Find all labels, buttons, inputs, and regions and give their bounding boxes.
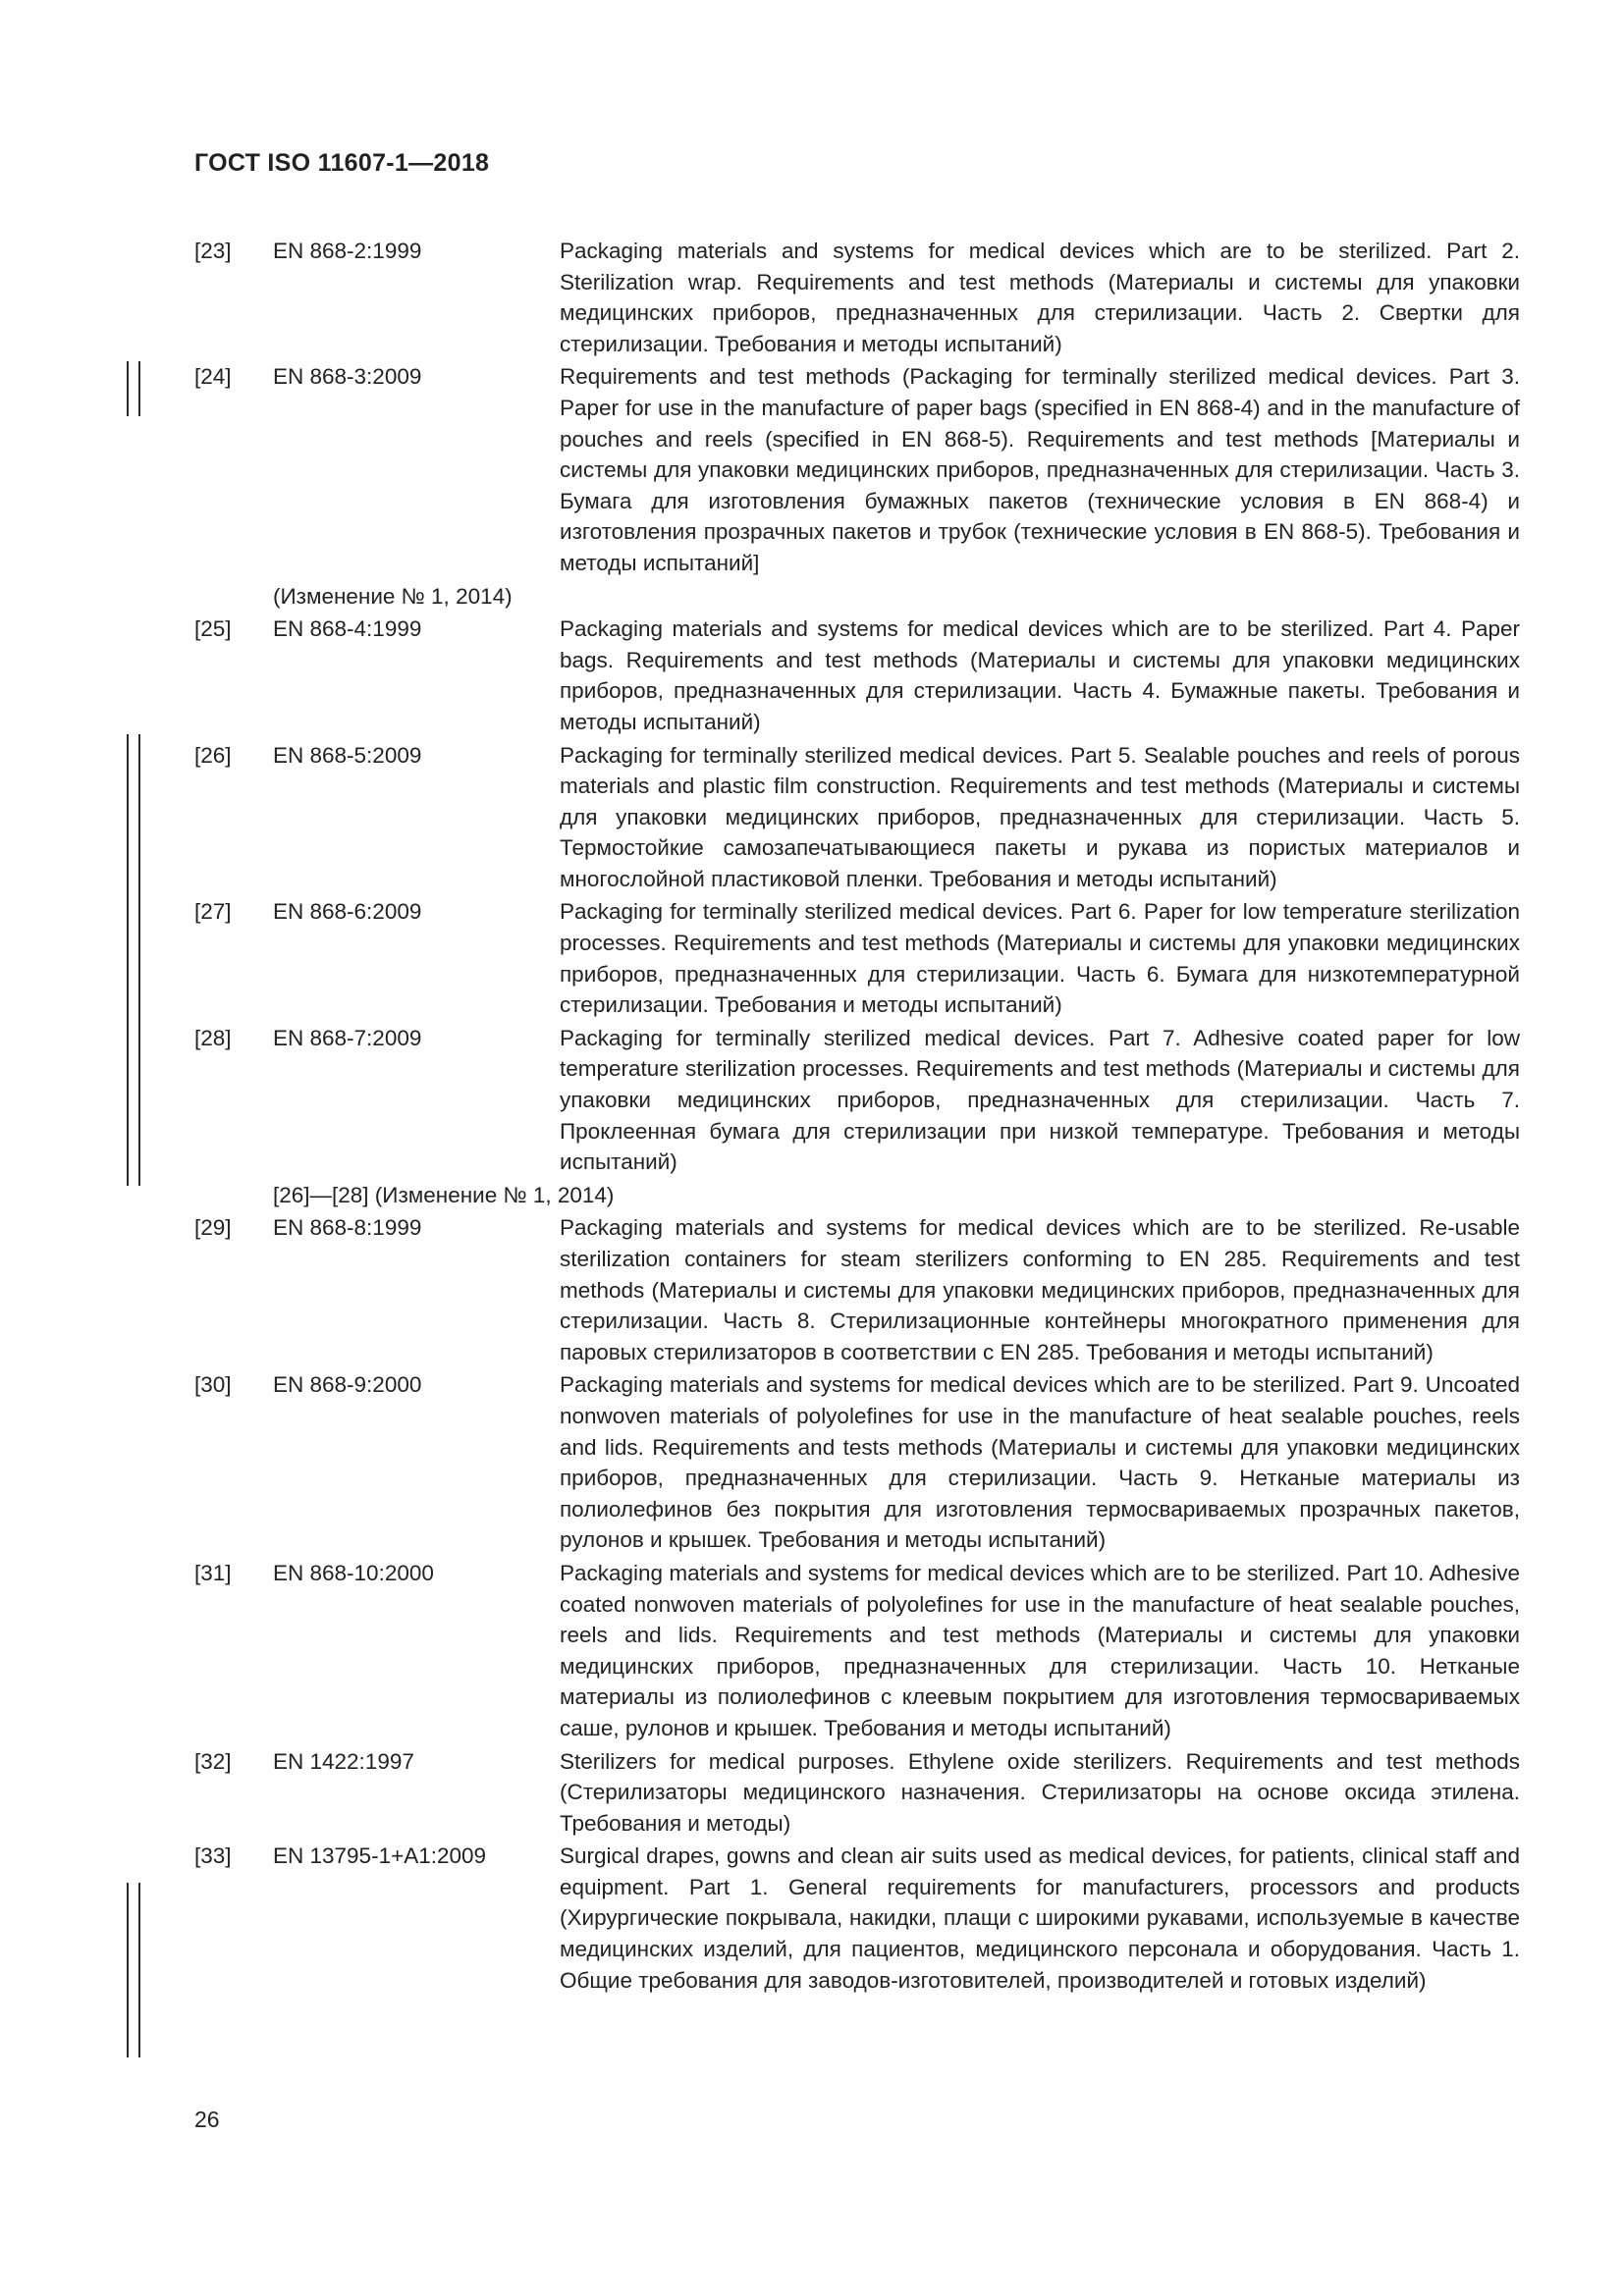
reference-number: [25] [194, 616, 232, 642]
reference-number: [30] [194, 1372, 232, 1398]
change-bar [138, 734, 140, 1186]
change-bar [138, 1883, 140, 2057]
reference-entry [194, 236, 1520, 359]
reference-code: EN 1422:1997 [273, 1748, 414, 1774]
reference-title: Packaging for terminally sterilized medical devices. Part 5. Sealable pouches and reels of porous materials and plastic film construction. Requirements and test methods (Материалы и системы для упаковки медицинских приборов, предназначенных для стерилизации. Часть 5. Термостойкие самозапечатывающиеся пакеты и рукава из пористых материалов и многослойной пластиковой пленки. Требования и методы испытаний) [560, 742, 1520, 891]
reference-entry [194, 361, 1520, 578]
amendment-note: (Изменение № 1, 2014) [273, 583, 513, 609]
reference-entry [194, 1023, 1520, 1178]
reference-title: Packaging materials and systems for medical devices which are to be sterilized. Re-usable sterilization containers for steam sterilizers conforming to EN 285. Requirements and test methods (Материалы и системы для упаковки медицинских приборов, предназначенных для стерилизации. Часть 8. Стерилизационные контейнеры многократного применения для паровых стерилизаторов в соответствии с EN 285. Требования и методы испытаний) [560, 1215, 1520, 1364]
reference-code: EN 868-2:1999 [273, 239, 422, 263]
reference-entry [194, 740, 1520, 895]
reference-number: [27] [194, 899, 232, 925]
reference-number: [31] [194, 1560, 232, 1585]
change-bar [138, 361, 140, 416]
reference-title: Surgical drapes, gowns and clean air suits used as medical devices, for patients, clinical staff and equipment. Part 1. General requirements for manufacturers, processors and products (Хирургические покрывала, накидки, плащи с широкими рукавами, используемые в качестве медицинских изделий, для пациентов, медицинского персонала и оборудования. Часть 1. Общие требования для заводов-изготовителей, производителей и готовых изделий) [560, 1843, 1520, 1993]
reference-code: EN 868-8:1999 [273, 1215, 422, 1241]
reference-number: [32] [194, 1748, 232, 1774]
reference-code: EN 868-5:2009 [273, 742, 422, 768]
page-number: 26 [194, 2107, 220, 2132]
bibliography-list [194, 236, 1520, 1998]
reference-code: EN 868-9:2000 [273, 1372, 422, 1398]
change-bar [127, 1883, 129, 2057]
reference-code: EN 868-4:1999 [273, 616, 422, 642]
reference-entry [194, 1746, 1520, 1840]
standard-header: ГОСТ ISO 11607-1—2018 [194, 149, 490, 177]
reference-number: [29] [194, 1215, 232, 1241]
reference-entry [194, 1841, 1520, 1996]
reference-entry [194, 614, 1520, 737]
reference-number: [24] [194, 364, 232, 390]
change-bar [127, 734, 129, 1186]
reference-code: EN 13795-1+A1:2009 [273, 1843, 487, 1869]
reference-number: [33] [194, 1843, 232, 1869]
reference-title: Packaging for terminally sterilized medical devices. Part 7. Adhesive coated paper for low temperature sterilization processes. Requirements and test methods (Материалы и системы для упаковки медицинских приборов, предназначенных для стерилизации. Часть 7. Проклеенная бумага для стерилизации при низкой температуре. Требования и методы испытаний) [560, 1025, 1520, 1175]
reference-entry [194, 1369, 1520, 1556]
reference-code: EN 868-3:2009 [273, 364, 422, 390]
reference-entry [194, 1212, 1520, 1367]
reference-title: Packaging materials and systems for medical devices which are to be sterilized. Part 10. Adhesive coated nonwoven materials of polyolefines for use in the manufacture of heat sealable pouches, reels and lids. Requirements and test methods (Материалы и системы для упаковки медицинских приборов, предназначенных для стерилизации. Часть 10. Нетканые материалы из полиолефинов с клеевым покрытием для изготовления термосвариваемых саше, рулонов и крышек. Требования и методы испытаний) [560, 1560, 1520, 1740]
reference-number: [28] [194, 1025, 232, 1050]
reference-title: Sterilizers for medical purposes. Ethylene oxide sterilizers. Requirements and test methods (Стерилизаторы медицинского назначения. Стерилизаторы на основе оксида этилена. Требования и методы) [560, 1748, 1520, 1836]
reference-code: EN 868-10:2000 [273, 1560, 434, 1585]
amendment-note: [26]—[28] (Изменение № 1, 2014) [273, 1182, 615, 1207]
change-bar [127, 361, 129, 416]
reference-title: Packaging materials and systems for medical devices which are to be sterilized. Part 4. Paper bags. Requirements and test methods (Материалы и системы для упаковки медицинских приборов, предназначенных для стерилизации. Часть 4. Бумажные пакеты. Требования и методы испытаний) [560, 616, 1520, 734]
reference-title: Packaging materials and systems for medical devices which are to be sterilized. Part 9. Uncoated nonwoven materials of polyolefines for use in the manufacture of heat sealable pouches, reels and lids. Requirements and tests methods (Материалы и системы для упаковки медицинских приборов, предназначенных для стерилизации. Часть 9. Нетканые материалы из полиолефинов без покрытия для изготовления термосвариваемых прозрачных пакетов, рулонов и крышек. Требования и методы испытаний) [560, 1372, 1520, 1553]
reference-entry [194, 1558, 1520, 1744]
reference-title: Packaging materials and systems for medical devices which are to be sterilized. Part 2. Sterilization wrap. Requirements and test methods (Материалы и системы для упаковки медицинских приборов, предназначенных для стерилизации. Часть 2. Свертки для стерилизации. Требования и методы испытаний) [560, 239, 1520, 356]
reference-number: [26] [194, 742, 232, 768]
reference-title: Packaging for terminally sterilized medical devices. Part 6. Paper for low temperature sterilization processes. Requirements and test methods (Материалы и системы для упаковки медицинских приборов, предназначенных для стерилизации. Часть 6. Бумага для низкотемпературной стерилизации. Требования и методы испытаний) [560, 899, 1520, 1018]
reference-entry [194, 896, 1520, 1020]
reference-code: EN 868-6:2009 [273, 899, 422, 925]
reference-code: EN 868-7:2009 [273, 1025, 422, 1050]
reference-title: Requirements and test methods (Packaging for terminally sterilized medical devices. Part 3. Paper for use in the manufacture of paper bags (specified in EN 868-4) and in the manufacture of pouches and reels (specified in EN 868-5). Requirements and test methods [Материалы и системы для упаковки медицинских приборов, предназначенных для стерилизации. Часть 3. Бумага для изготовления бумажных пакетов (технические условия в EN 868-4) и изготовления прозрачных пакетов и трубок (технические условия в EN 868-5). Требования и методы испытаний] [560, 364, 1520, 575]
reference-number: [23] [194, 239, 232, 263]
